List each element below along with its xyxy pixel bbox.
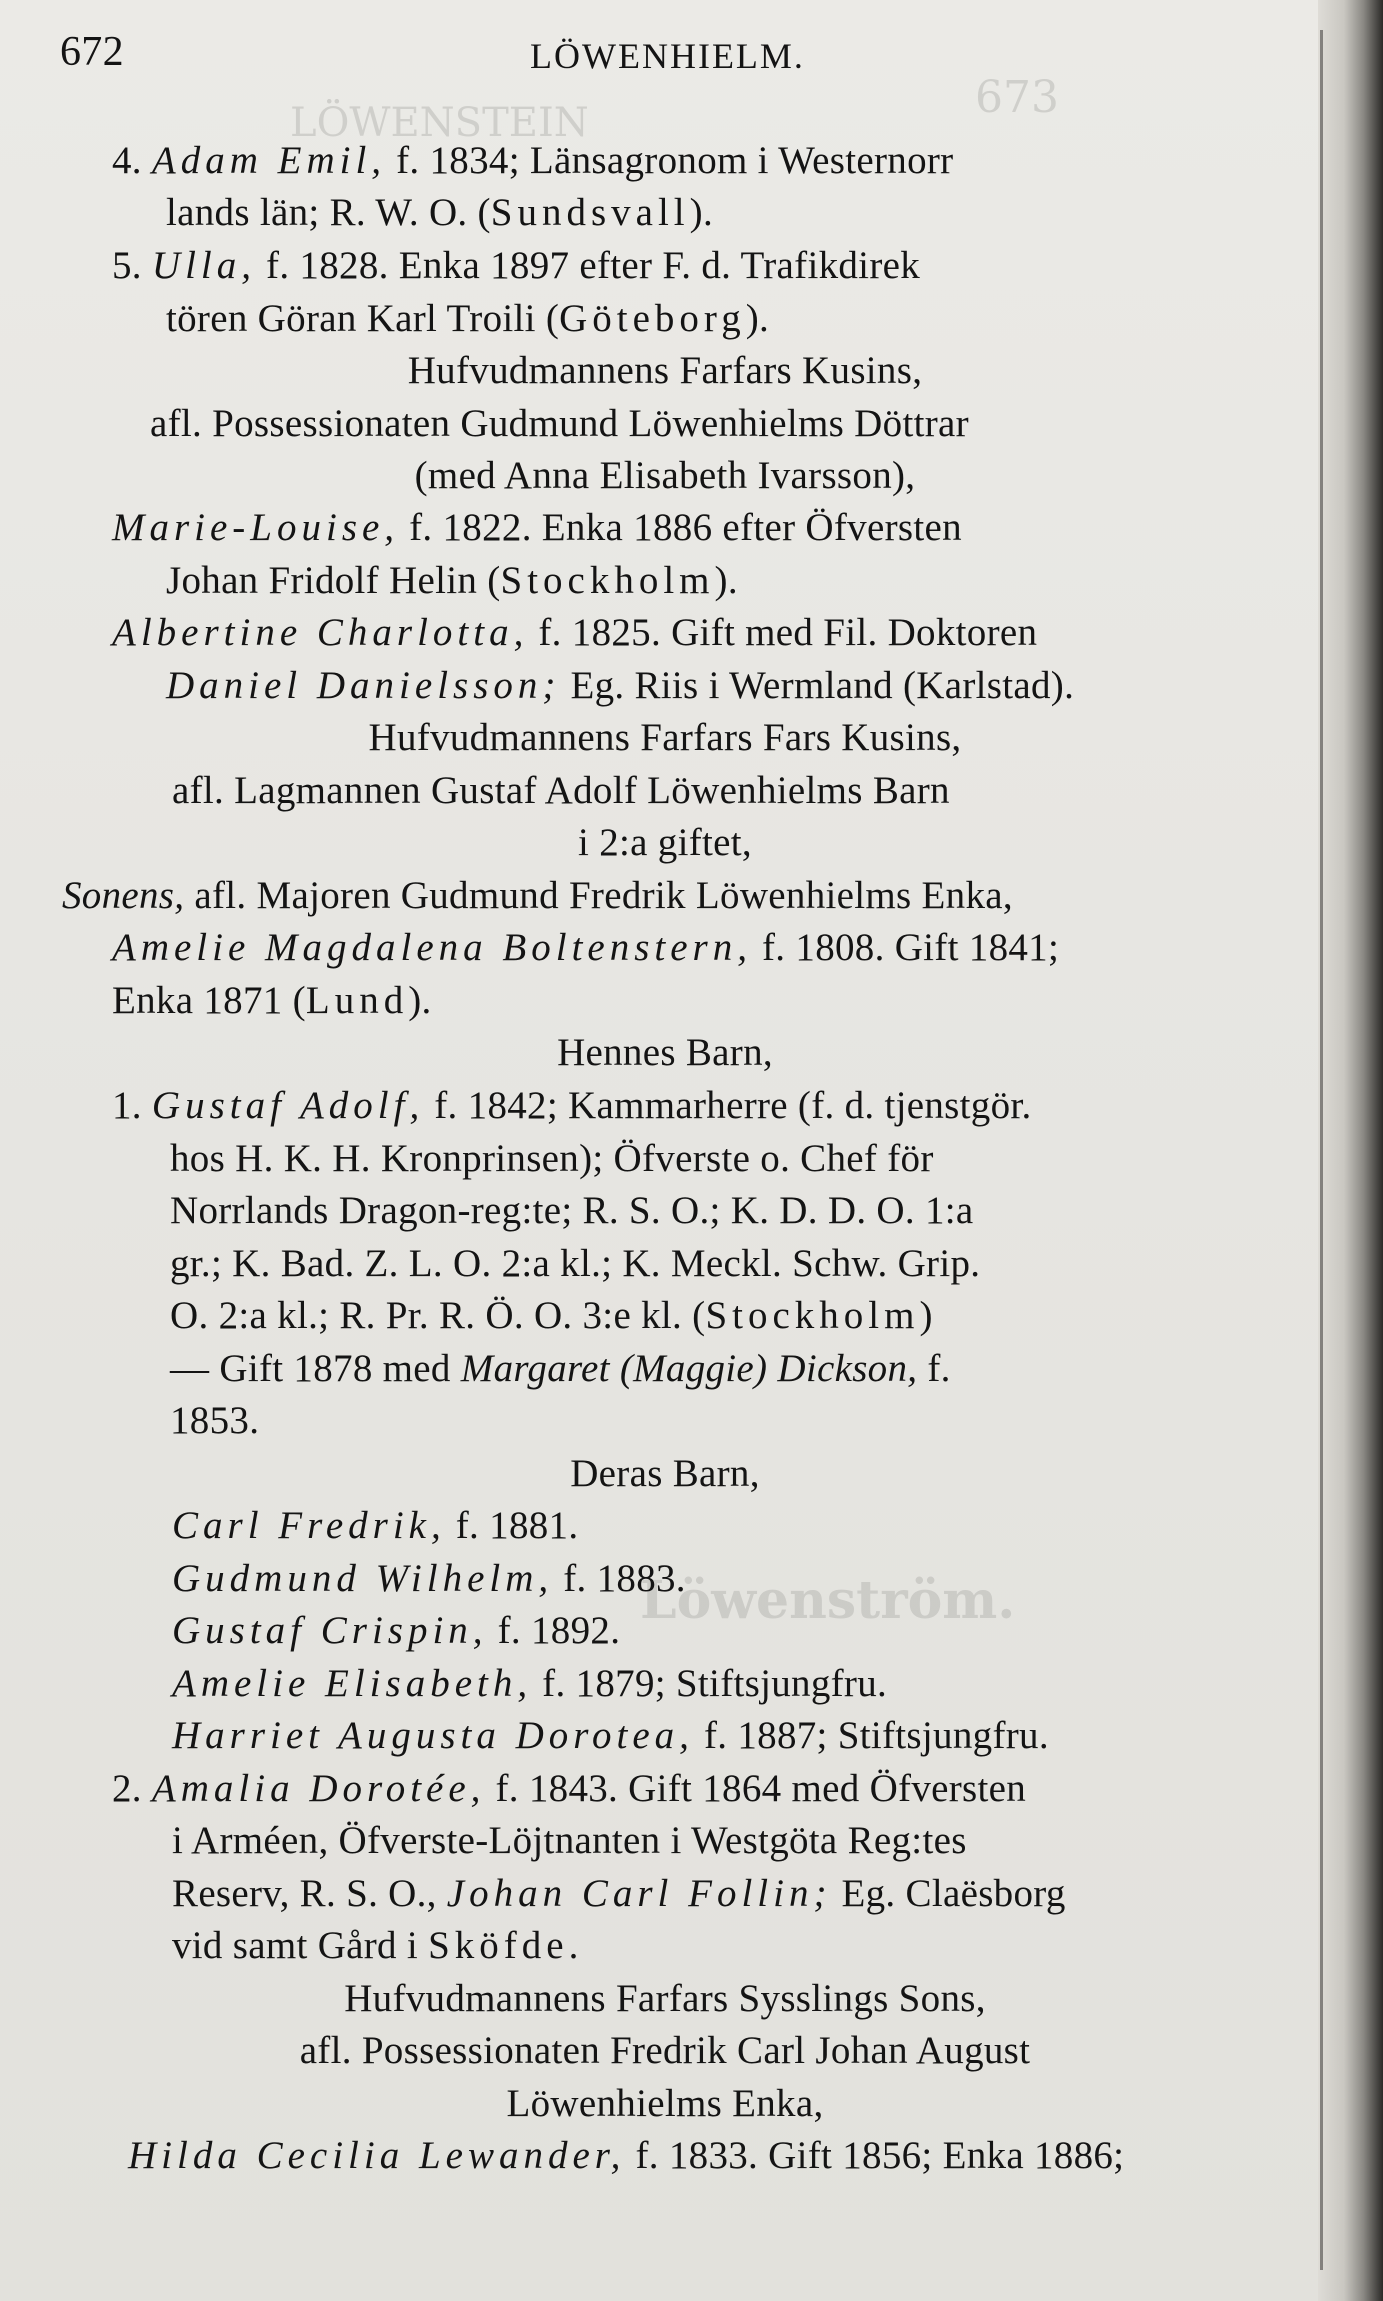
text-line: afl. Possessionaten Fredrik Carl Johan August: [299, 2029, 1031, 2072]
text-line: Albertine Charlotta, f. 1825. Gift med Fil. Doktoren: [112, 611, 1038, 654]
text-line: Gustaf Crispin, f. 1892.: [172, 1609, 621, 1652]
text-line: Amelie Elisabeth, f. 1879; Stiftsjungfru.: [172, 1662, 888, 1705]
page-title: LÖWENHIELM.: [530, 36, 805, 76]
section-heading: Hennes Barn,: [557, 1031, 773, 1074]
page-number: 672: [60, 29, 124, 75]
section-heading: Hufvudmannens Farfars Kusins,: [407, 349, 923, 392]
text-line: afl. Possessionaten Gudmund Löwenhielms Döttrar: [150, 402, 969, 445]
text-line: Marie-Louise, f. 1822. Enka 1886 efter Öfversten: [112, 506, 962, 549]
text-line: Gudmund Wilhelm, f. 1883.: [172, 1557, 686, 1600]
text-line: Löwenhielms Enka,: [506, 2082, 824, 2125]
bleed-heading: Löwenström.: [640, 1570, 1016, 1631]
text-line: tören Göran Karl Troili (Göteborg).: [166, 297, 770, 340]
text-line: gr.; K. Bad. Z. L. O. 2:a kl.; K. Meckl. Schw. Grip.: [170, 1242, 981, 1285]
section-heading: Hufvudmannens Farfars Sysslings Sons,: [344, 1977, 986, 2020]
text-line: i Arméen, Öfverste-Löjtnanten i Westgöta Reg:tes: [172, 1819, 967, 1862]
text-line: Amelie Magdalena Boltenstern, f. 1808. Gift 1841;: [112, 926, 1060, 969]
text-line: 4. Adam Emil, f. 1834; Länsagronom i Westernorr: [112, 139, 954, 182]
text-line: 1. Gustaf Adolf, f. 1842; Kammarherre (f. d. tjenstgör.: [112, 1084, 1032, 1127]
text-line: Norrlands Dragon-reg:te; R. S. O.; K. D. D. O. 1:a: [170, 1189, 974, 1232]
section-heading: Deras Barn,: [570, 1452, 760, 1495]
bleed-page-number: 673: [975, 72, 1059, 123]
text-line: i 2:a giftet,: [578, 821, 752, 864]
text-line: Harriet Augusta Dorotea, f. 1887; Stiftsjungfru.: [172, 1714, 1049, 1757]
text-line: Enka 1871 (Lund).: [112, 979, 432, 1022]
text-line: hos H. K. H. Kronprinsen); Öfverste o. Chef för: [170, 1137, 934, 1180]
section-heading: Hufvudmannens Farfars Fars Kusins,: [368, 716, 962, 759]
text-line: lands län; R. W. O. (Sundsvall).: [166, 191, 713, 234]
text-line: Sonens, afl. Majoren Gudmund Fredrik Löwenhielms Enka,: [62, 874, 1013, 917]
text-line: Hilda Cecilia Lewander, f. 1833. Gift 1856; Enka 1886;: [128, 2134, 1125, 2177]
text-line: Johan Fridolf Helin (Stockholm).: [166, 559, 738, 602]
text-line: afl. Lagmannen Gustaf Adolf Löwenhielms Barn: [172, 769, 950, 812]
text-line: Carl Fredrik, f. 1881.: [172, 1504, 579, 1547]
text-line: Reserv, R. S. O., Johan Carl Follin; Eg. Claësborg: [172, 1872, 1066, 1915]
text-line: — Gift 1878 med Margaret (Maggie) Dickson, f.: [170, 1347, 951, 1390]
text-line: 2. Amalia Dorotée, f. 1843. Gift 1864 med Öfversten: [112, 1767, 1027, 1810]
bleed-title: LÖWENSTEIN: [290, 100, 589, 146]
text-line: Daniel Danielsson; Eg. Riis i Wermland (Karlstad).: [166, 664, 1075, 707]
text-line: O. 2:a kl.; R. Pr. R. Ö. O. 3:e kl. (Stockholm): [170, 1294, 933, 1337]
text-line: vid samt Gård i Sköfde.: [172, 1924, 579, 1967]
text-line: 5. Ulla, f. 1828. Enka 1897 efter F. d. Trafikdirek: [112, 244, 921, 287]
text-line: (med Anna Elisabeth Ivarsson),: [414, 454, 916, 497]
text-line: 1853.: [170, 1399, 260, 1442]
